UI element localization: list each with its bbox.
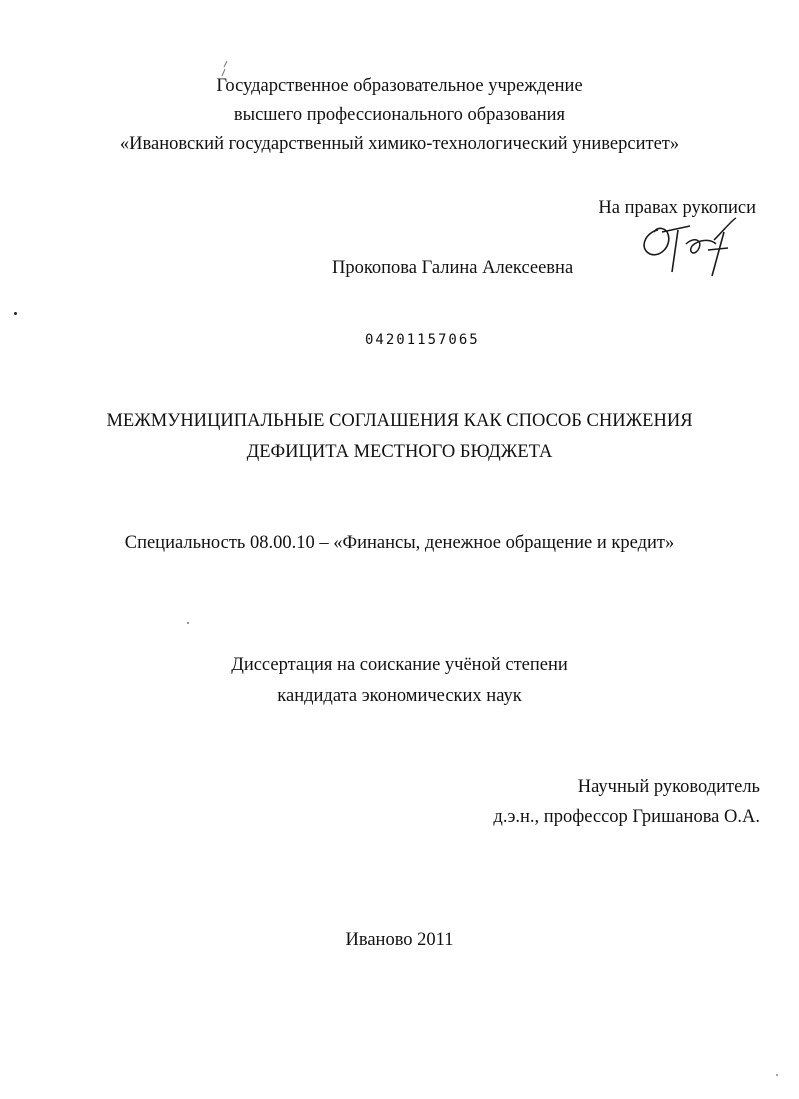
- author-name: Прокопова Галина Алексеевна: [332, 258, 574, 278]
- scan-dot: [187, 622, 189, 624]
- scan-dot: [14, 312, 17, 315]
- registration-number: 04201157065: [365, 332, 480, 348]
- supervisor-label: Научный руководитель: [577, 777, 760, 797]
- degree-line-2: кандидата экономических наук: [277, 686, 522, 706]
- degree-line-1: Диссертация на соискание учёной степени: [231, 655, 568, 675]
- dissertation-title-line-2: ДЕФИЦИТА МЕСТНОГО БЮДЖЕТА: [246, 442, 553, 462]
- city-year: Иваново 2011: [345, 930, 454, 950]
- dissertation-title-line-1: МЕЖМУНИЦИПАЛЬНЫЕ СОГЛАШЕНИЯ КАК СПОСОБ СНИЖЕНИЯ: [106, 411, 693, 431]
- supervisor-name: д.э.н., профессор Гришанова О.А.: [493, 807, 760, 827]
- institution-line-1: Государственное образовательное учреждение: [216, 76, 583, 96]
- specialty: Специальность 08.00.10 – «Финансы, денежное обращение и кредит»: [124, 533, 675, 553]
- signature-icon: [628, 210, 740, 280]
- institution-line-3: «Ивановский государственный химико-технологический университет»: [119, 134, 680, 154]
- rights-note: На правах рукописи: [598, 198, 756, 218]
- scan-dot: [776, 1074, 778, 1076]
- institution-line-2: высшего профессионального образования: [233, 105, 566, 125]
